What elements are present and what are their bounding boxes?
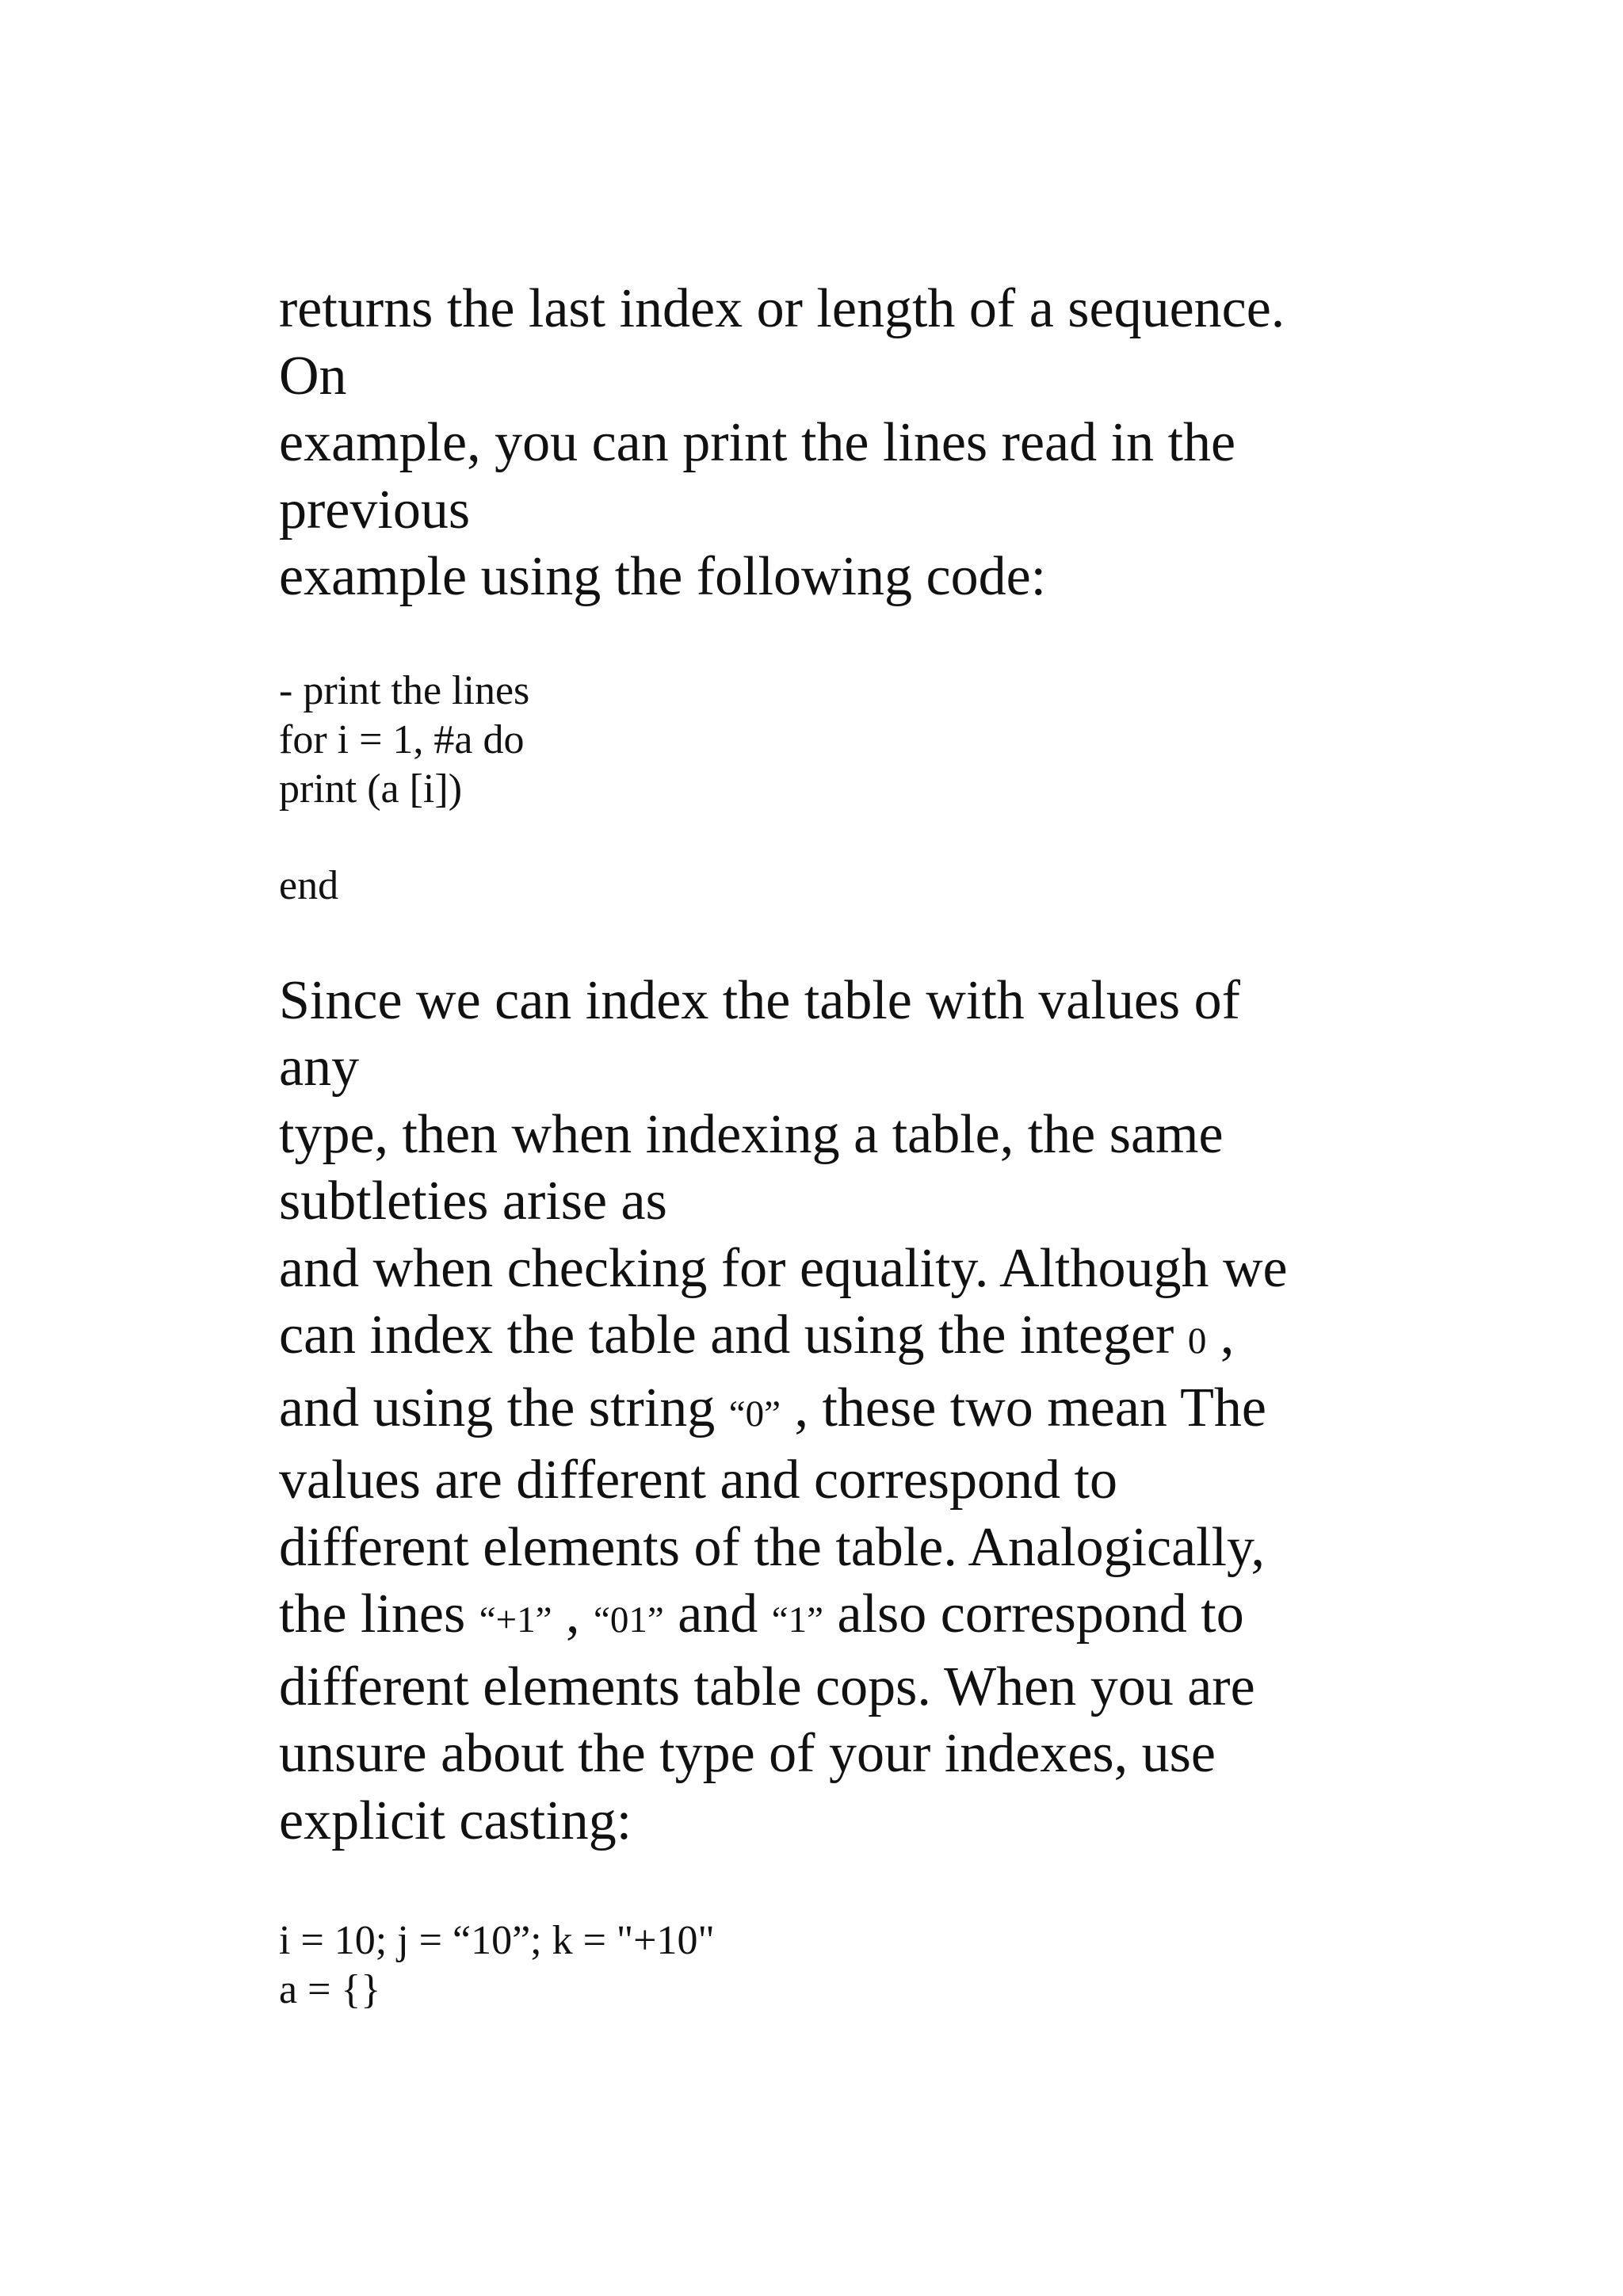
text-line: Since we can index the table with values of — [279, 969, 1240, 1031]
text-line: On — [279, 345, 347, 407]
inline-code: “01” — [593, 1599, 664, 1641]
text-line: unsure about the type of your indexes, use — [279, 1723, 1216, 1784]
text-fragment: can index the table and using the integer — [279, 1305, 1188, 1366]
text-line: subtleties arise as — [279, 1171, 667, 1232]
text-line: different elements of the table. Analogically, — [279, 1516, 1266, 1578]
text-fragment: and using the string — [279, 1377, 729, 1438]
code-line: a = {} — [279, 1967, 381, 2012]
text-line: type, then when indexing a table, the same — [279, 1103, 1224, 1165]
text-line: returns the last index or length of a sequence. — [279, 278, 1285, 339]
text-line — [279, 1581, 1515, 1654]
text-fragment: , — [552, 1584, 594, 1645]
text-line: previous — [279, 479, 471, 541]
text-line: explicit casting: — [279, 1790, 632, 1851]
text-fragment: also correspond to — [823, 1584, 1244, 1645]
text-line — [279, 1375, 1515, 1448]
text-line: and when checking for equality. Although we — [279, 1237, 1288, 1299]
text-line: example using the following code: — [279, 546, 1047, 607]
code-line-end: end — [279, 862, 339, 908]
paragraph-index-types — [279, 968, 1515, 1855]
code-block-print-lines — [279, 667, 1515, 911]
inline-code: 0 — [1187, 1320, 1207, 1362]
text-line — [279, 1302, 1515, 1375]
code-line: i = 10; j = “10”; k = "+10" — [279, 1918, 715, 1963]
text-fragment: , these two mean The — [780, 1377, 1266, 1438]
text-fragment: , — [1206, 1305, 1235, 1366]
inline-code: “+1” — [479, 1599, 552, 1641]
code-line: - print the lines — [279, 667, 530, 713]
code-line: print (a [i]) — [279, 766, 463, 812]
paragraph-last-index — [279, 276, 1515, 611]
text-fragment: the lines — [279, 1584, 479, 1645]
code-line: for i = 1, #a do — [279, 716, 525, 762]
inline-code: “1” — [771, 1599, 824, 1641]
document-page — [279, 276, 1515, 2015]
text-line: any — [279, 1037, 360, 1098]
text-line: values are different and correspond to — [279, 1450, 1117, 1511]
text-fragment: and — [663, 1584, 772, 1645]
code-block-explicit-casting — [279, 1916, 1515, 2015]
text-line: example, you can print the lines read in the — [279, 412, 1236, 473]
text-line: different elements table cops. When you are — [279, 1656, 1255, 1717]
inline-code: “0” — [728, 1392, 781, 1435]
